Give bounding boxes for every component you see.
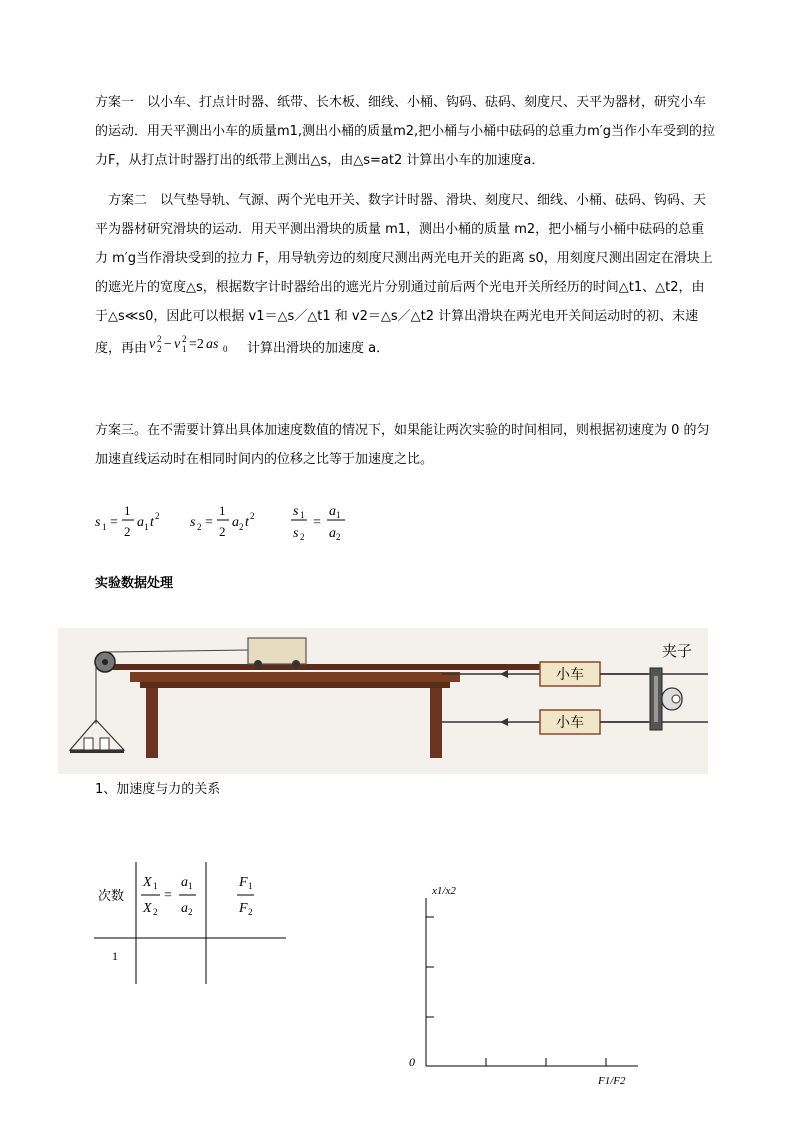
svg-text:v: v [149,337,156,352]
experiment-illustration-svg [58,628,708,774]
formula-ratio [291,504,345,542]
svg-text:a: a [181,901,188,916]
svg-text:1: 1 [102,522,107,532]
svg-text:as: as [206,337,219,352]
displacement-formulas [95,498,365,550]
table-setup [70,638,558,758]
svg-text:a: a [329,526,336,541]
svg-text:2: 2 [188,907,193,917]
plan2-paragraph [95,186,715,366]
svg-text:1: 1 [336,510,341,520]
svg-text:s: s [95,515,101,530]
svg-text:=: = [164,888,172,903]
table-header-force [237,875,254,917]
svg-text:2: 2 [336,532,341,542]
svg-text:−: − [164,337,172,352]
table-row-1-count: 1 [112,949,118,963]
svg-text:t: t [245,515,249,530]
graph-origin: 0 [409,1055,415,1069]
svg-text:a: a [329,504,336,519]
svg-text:1: 1 [188,881,193,891]
svg-text:X: X [143,901,152,916]
svg-text:2: 2 [157,334,162,344]
svg-text:2: 2 [153,907,158,917]
svg-text:1: 1 [124,503,131,518]
svg-text:t: t [150,515,154,530]
svg-text:2: 2 [219,524,226,539]
velocity-formula-svg [149,331,235,355]
svg-text:1: 1 [248,881,253,891]
plan2-tail: 计算出滑块的加速度 a． [247,341,390,356]
svg-text:1: 1 [144,522,149,532]
svg-text:s: s [293,504,299,519]
x-axis-label: F1/F2 [598,1075,626,1087]
svg-text:=: = [313,515,321,530]
svg-text:1: 1 [182,344,187,354]
velocity-formula [149,331,235,366]
svg-text:2: 2 [239,522,244,532]
svg-text:0: 0 [223,344,228,354]
svg-text:=: = [205,515,213,530]
formula-s2 [190,503,255,539]
y-axis-label: x1/x2 [432,885,456,897]
svg-text:=2: =2 [189,337,204,352]
hanging-bucket [70,720,124,750]
svg-text:X: X [143,875,152,890]
svg-text:a: a [181,875,188,890]
svg-text:v: v [174,337,181,352]
svg-text:2: 2 [250,511,255,521]
svg-text:2: 2 [124,524,131,539]
section-title: 实验数据处理 [95,576,174,591]
svg-text:2: 2 [157,344,162,354]
cart-label-upper: 小车 [556,668,584,683]
formula-s1 [95,503,160,539]
svg-text:1: 1 [219,503,226,518]
plan1-paragraph: 方案一 以小车、打点计时器、纸带、长木板、细线、小桶、钩码、砝码、刻度尺、天平为器材，研究小车的运动．用天平测出小车的质量m1,测出小桶的质量m2,把小桶与小桶中砝码的总重力m′g当作小车受到的拉力F，从打点计时器打出的纸带上测出△s，由△s=at2 计算出小车的加速度a． [95,95,716,168]
experiment-illustration [58,628,708,774]
svg-text:2: 2 [248,907,253,917]
cart [248,638,306,664]
two-cart-diagram [442,643,708,734]
data-table [90,858,290,988]
svg-text:2: 2 [300,532,305,542]
force-graph [400,872,650,1094]
svg-text:a: a [137,515,144,530]
svg-text:s: s [293,526,299,541]
svg-text:1: 1 [153,881,158,891]
table-header-count: 次数 [98,888,125,903]
svg-text:1: 1 [300,510,305,520]
svg-text:a: a [232,515,239,530]
svg-text:2: 2 [197,522,202,532]
svg-text:F: F [239,875,248,890]
svg-text:F: F [239,901,248,916]
svg-text:2: 2 [155,511,160,521]
clip-label: 夹子 [662,644,693,660]
plan2-text: 方案二 以气垫导轨、气源、两个光电开关、数字计时器、滑块、刻度尺、细线、小桶、砝码、钩码、天平为器材研究滑块的运动．用天平测出滑块的质量 m1，测出小桶的质量 m2，把小桶与小桶中砝码的总重力 m′g当作滑块受到的拉力 F，用导轨旁边的刻度尺测出两光电开关的距离 s0，用刻度尺测出固定在滑块上的遮光片的宽度△s，根据数字计时器给出的遮光片分别通过前后两个光电开关所经历的时间△t1、△t2，由于△s≪s0，因此可以根据 v1＝△s／△t1 和 v2＝△s／△t2 计算出滑块在两光电开关间运动时的初、末速度，再由 [95,193,713,356]
table-header-ratio [141,875,196,917]
subsection-title: 1、加速度与力的关系 [95,782,221,797]
svg-text:s: s [190,515,196,530]
cart-label-lower: 小车 [556,716,584,731]
plan3-paragraph: 方案三。在不需要计算出具体加速度数值的情况下，如果能让两次实验的时间相同，则根据初速度为 0 的匀加速直线运动时在相同时间内的位移之比等于加速度之比。 [95,423,710,467]
displacement-formulas-svg [95,498,365,546]
svg-text:=: = [110,515,118,530]
svg-text:2: 2 [182,334,187,344]
